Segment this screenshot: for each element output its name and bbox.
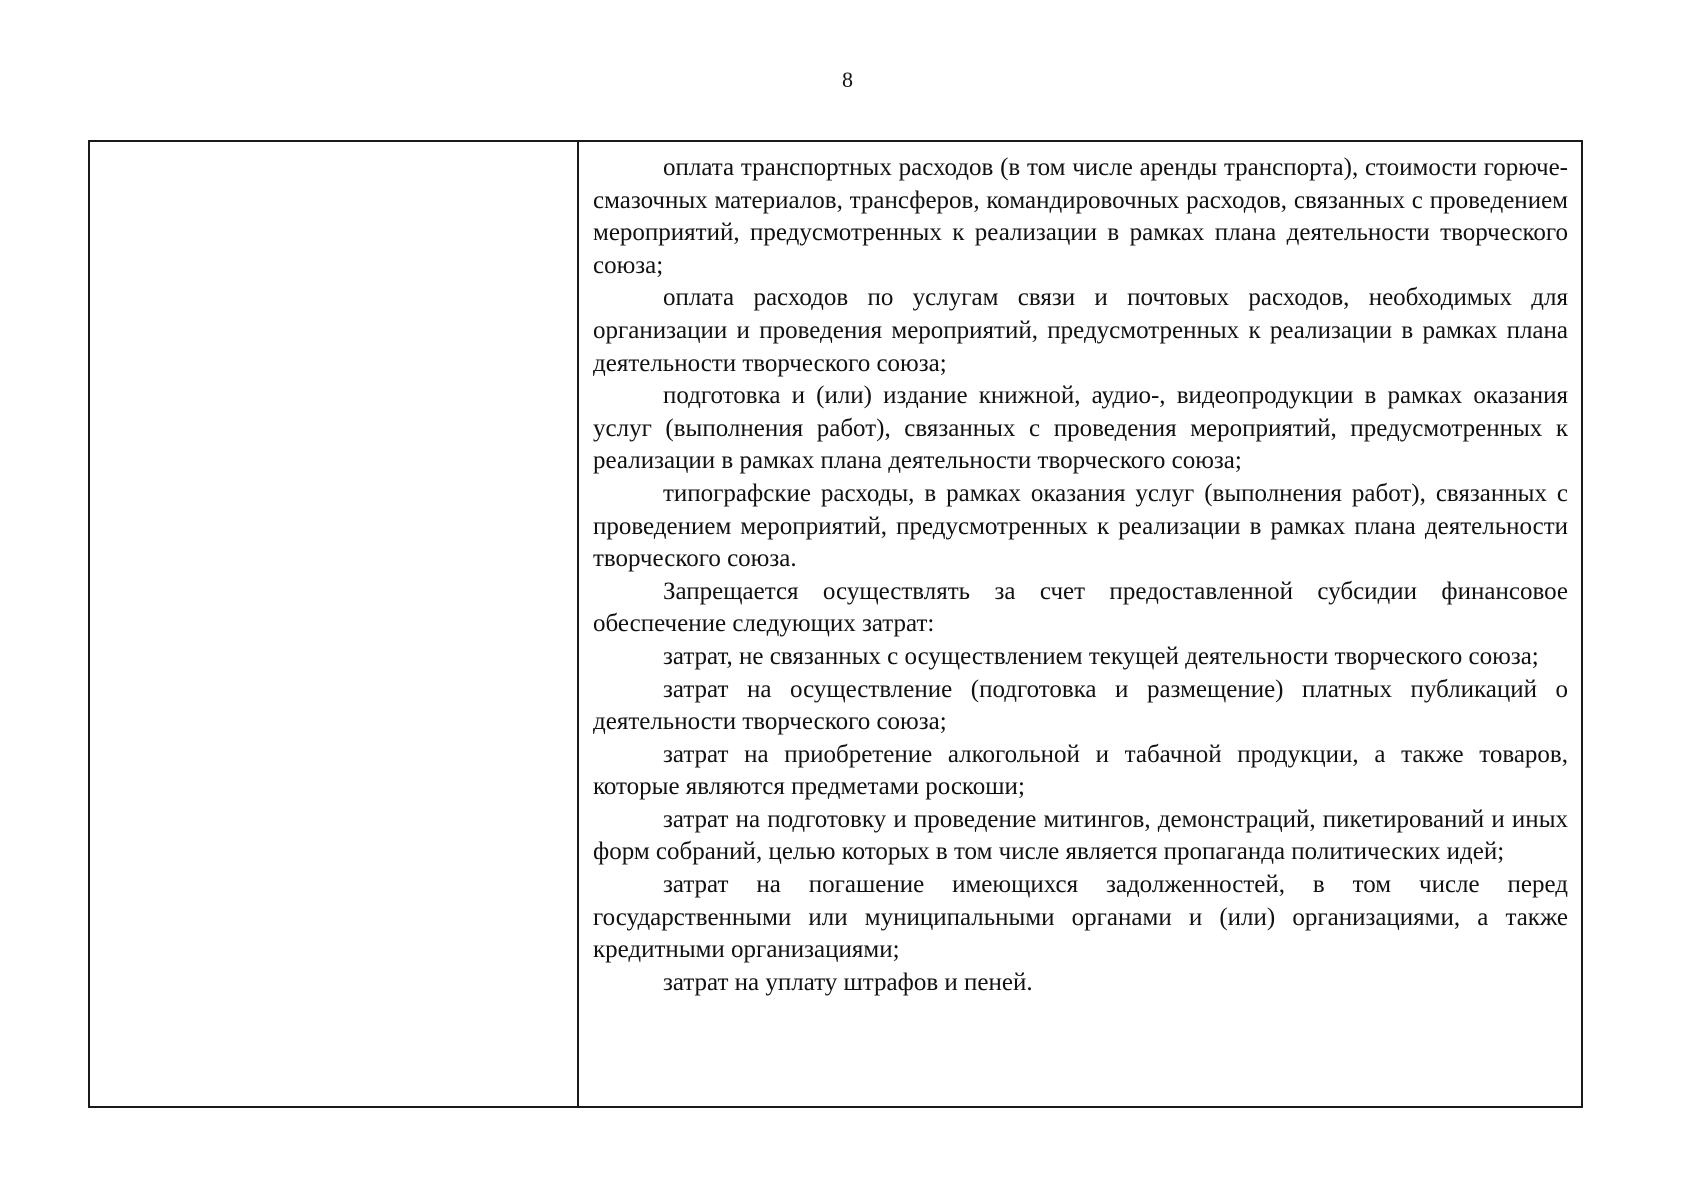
paragraph-printing-costs: типографские расходы, в рамках оказания услуг (выполнения работ), связанных с проведением мероприятий, предусмотренных к реализации в рамках плана деятельности творческого союза. [593,479,1568,573]
paragraph-fines-penalties: затрат на уплату штрафов и пеней. [663,968,1033,996]
paragraph-unrelated-costs: затрат, не связанных с осуществлением текущей деятельности творческого союза; [663,642,1539,670]
paragraph-rallies-demonstrations: затрат на подготовку и проведение митингов, демонстраций, пикетирований и иных форм собраний, целью которых в том числе является пропаганда политических идей; [593,805,1568,866]
content-table [88,140,1583,1108]
paragraph-debt-repayment: затрат на погашение имеющихся задолженностей, в том числе перед государственными или муниципальными органами и (или) организациями, а также кредитными организациями; [593,871,1568,964]
left-table-cell [90,142,579,1106]
paragraph-paid-publications: затрат на осуществление (подготовка и размещение) платных публикаций о деятельности творческого союза; [593,675,1568,736]
paragraph-communication-costs: оплата расходов по услугам связи и почтовых расходов, необходимых для организации и проведения мероприятий, предусмотренных к реализации в рамках плана деятельности творческого союза; [593,284,1568,377]
page-number: 8 [842,67,853,92]
paragraph-alcohol-tobacco-luxury: затрат на приобретение алкогольной и табачной продукции, а также товаров, которые являются предметами роскоши; [593,740,1568,801]
right-table-cell [579,142,1581,1106]
paragraph-prohibited-costs-intro: Запрещается осуществлять за счет предоставленной субсидии финансовое обеспечение следующих затрат: [593,577,1568,638]
paragraph-transport-costs: оплата транспортных расходов (в том числе аренды транспорта), стоимости горюче-смазочных материалов, трансферов, командировочных расходов, связанных с проведением мероприятий, предусмотренных к реализации в рамках плана деятельности творческого союза; [593,154,1568,279]
paragraph-publishing-production: подготовка и (или) издание книжной, аудио-, видеопродукции в рамках оказания услуг (выполнения работ), связанных с проведения мероприятий, предусмотренных к реализации в рамках плана деятельности творческого союза; [593,382,1568,475]
